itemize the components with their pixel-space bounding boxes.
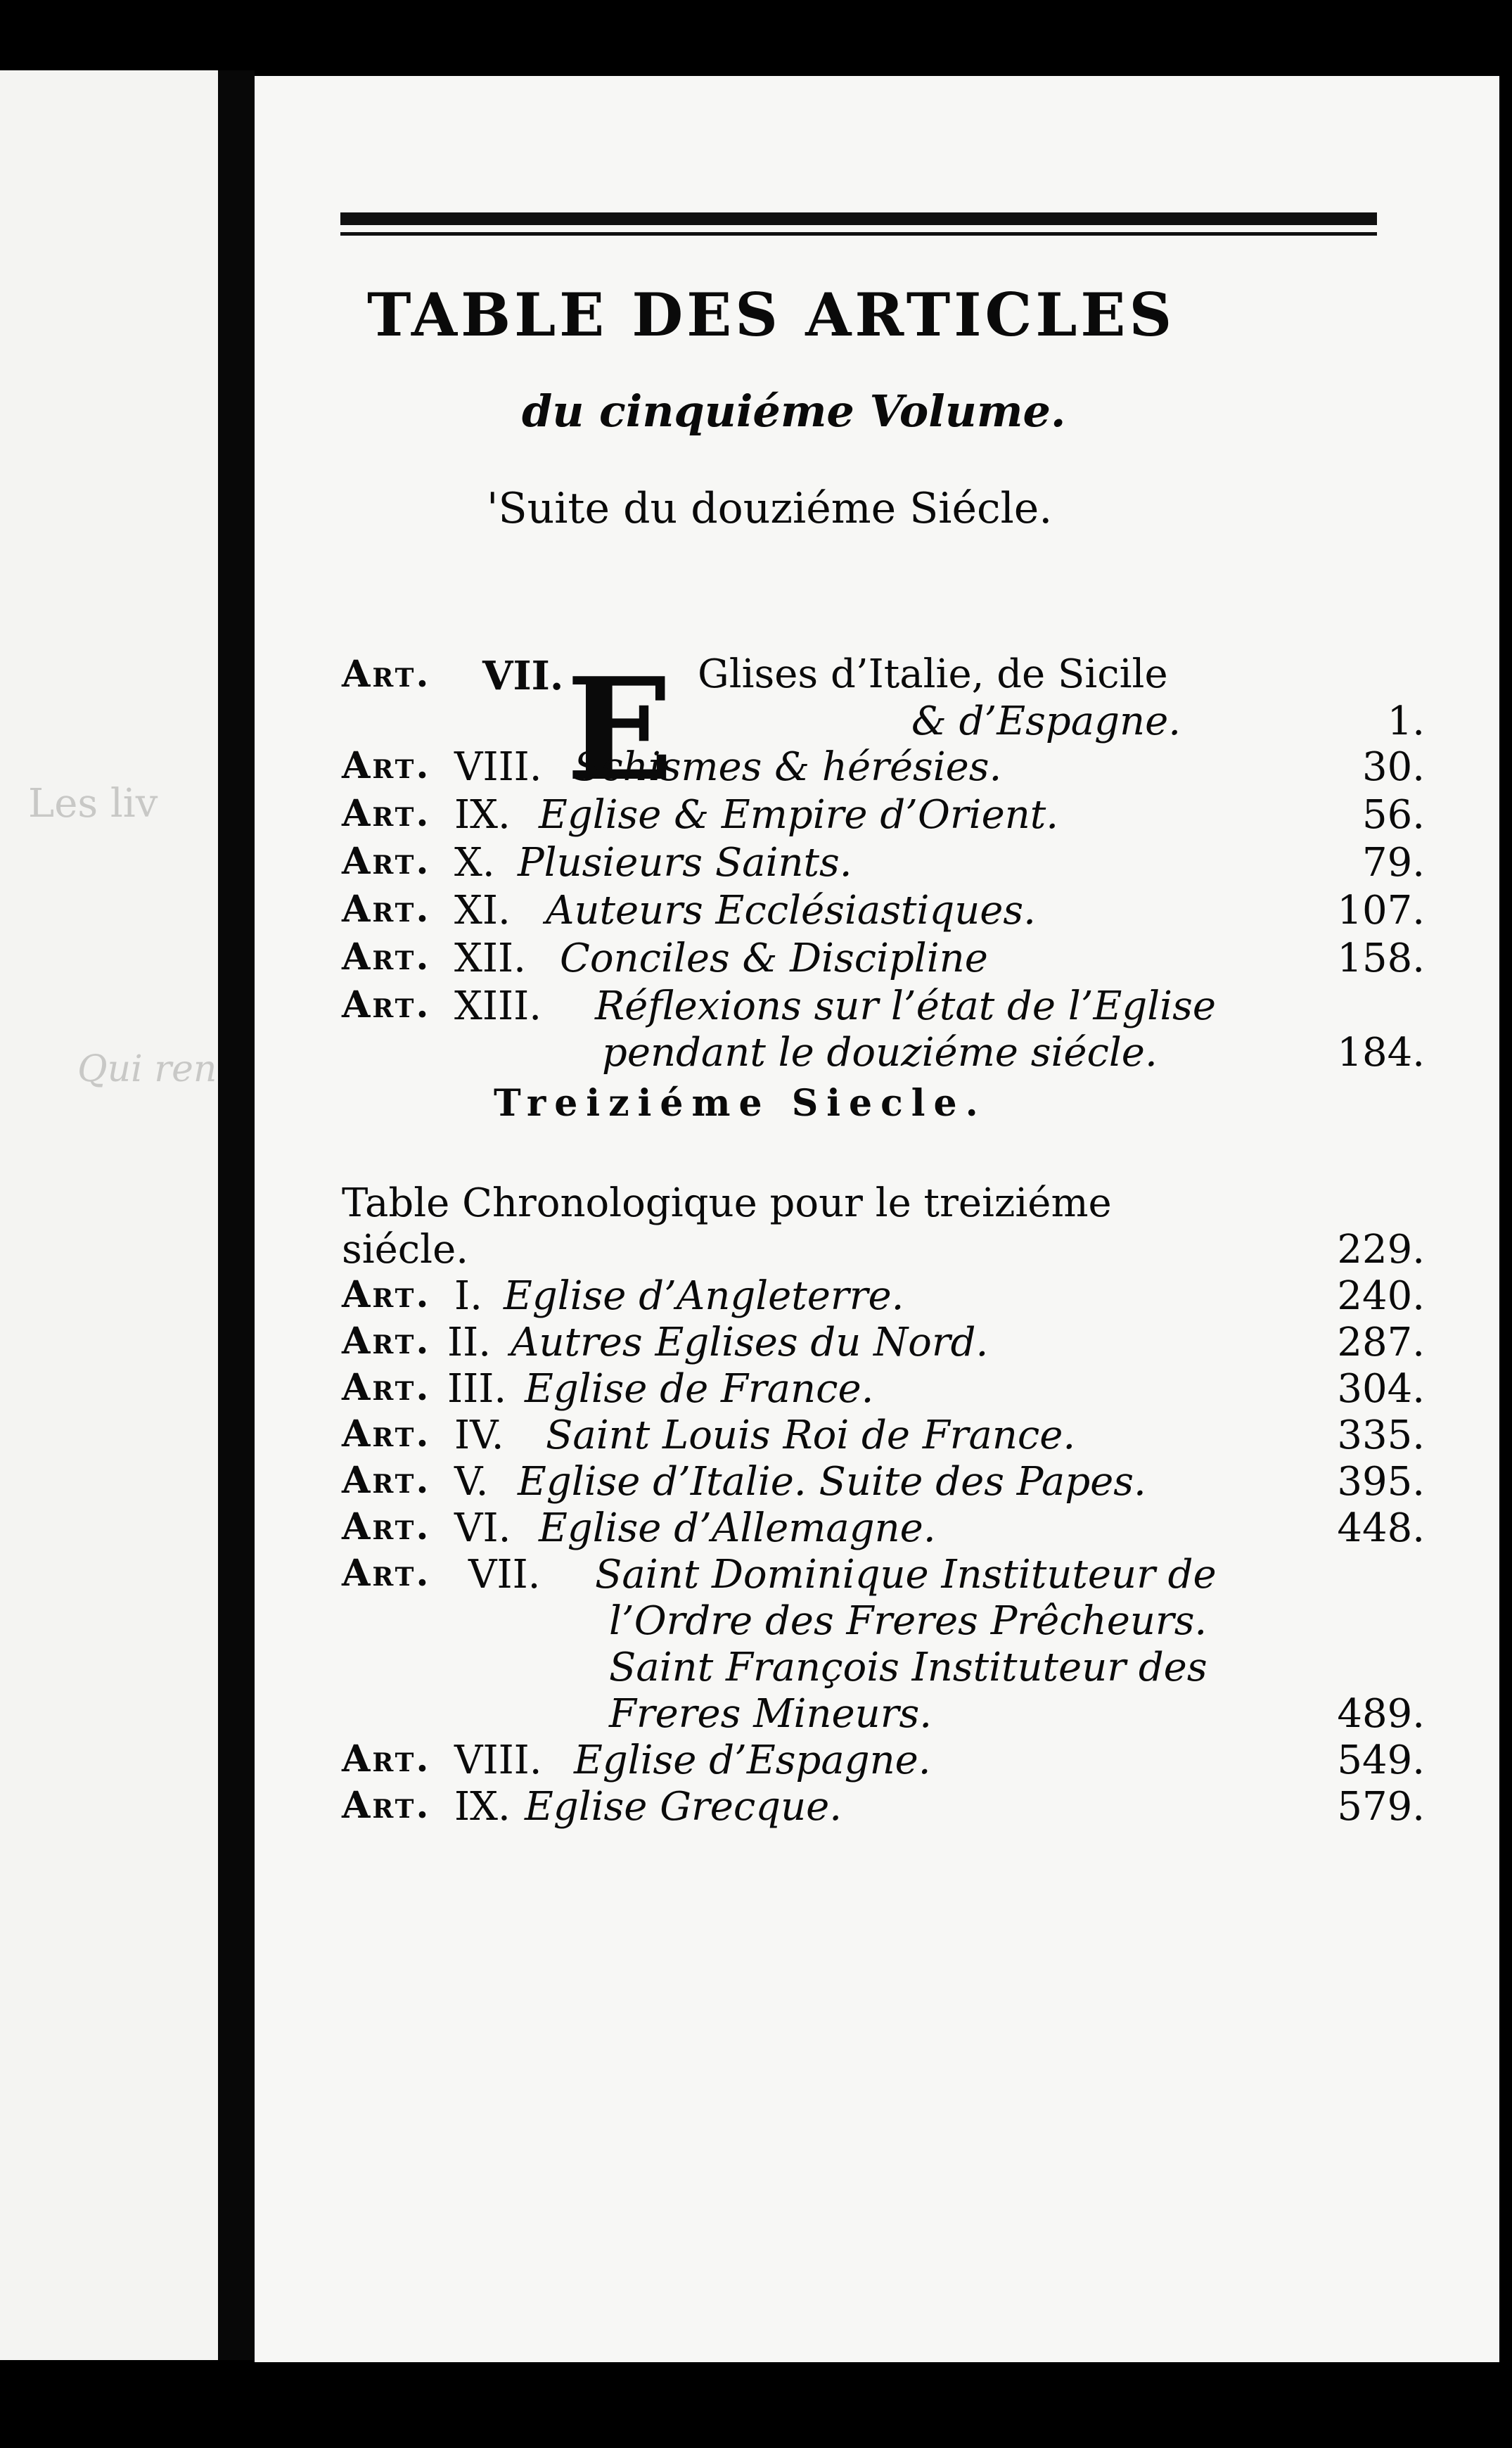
- page-number: 448.: [1337, 1505, 1425, 1551]
- toc-entry: [342, 983, 1425, 1033]
- article-label: Art.: [342, 840, 431, 883]
- page-number: 79.: [1362, 840, 1425, 886]
- article-description: Eglise d’Italie. Suite des Papes.: [518, 1459, 1146, 1505]
- left-page-fragment-2: Qui ren: [77, 1048, 217, 1090]
- page-number: 240.: [1337, 1273, 1425, 1319]
- article-number: XI.: [454, 888, 511, 933]
- article-description: pendant le douziéme siécle.: [602, 1030, 1158, 1076]
- article-number: V.: [454, 1459, 489, 1505]
- article-description: Freres Mineurs.: [609, 1691, 933, 1737]
- page-number: 304.: [1337, 1366, 1425, 1412]
- page-number: 56.: [1362, 792, 1425, 838]
- toc-entry: [342, 1413, 1425, 1462]
- toc-entry: [342, 1459, 1425, 1508]
- page-number: 1.: [1387, 699, 1425, 744]
- article-description: Saint François Instituteur des: [609, 1645, 1207, 1690]
- article-label: Art.: [342, 653, 431, 696]
- toc-entry: [342, 840, 1425, 889]
- article-number: III.: [447, 1366, 507, 1412]
- article-label: Art.: [342, 744, 431, 787]
- article-label: Art.: [342, 983, 431, 1026]
- article-description: Eglise & Empire d’Orient.: [539, 792, 1059, 838]
- page-title: TABLE DES ARTICLES: [367, 280, 1176, 350]
- article-label: Art.: [342, 1784, 431, 1827]
- article-description: Schismes & hérésies.: [574, 744, 1002, 790]
- article-description: Eglise de France.: [525, 1366, 874, 1412]
- article-number: IV.: [454, 1413, 504, 1458]
- article-label: Art.: [342, 1320, 431, 1363]
- toc-entry: [342, 1505, 1425, 1555]
- article-description: l’Ordre des Freres Prêcheurs.: [609, 1598, 1207, 1644]
- article-number: IX.: [454, 1784, 511, 1830]
- chronology-line-2: siécle.: [342, 1227, 469, 1273]
- article-label: Art.: [342, 1366, 431, 1409]
- article-number: X.: [454, 840, 495, 886]
- left-facing-page: [0, 70, 218, 2360]
- article-label: Art.: [342, 1505, 431, 1548]
- toc-entry-continuation: [342, 1030, 1425, 1079]
- toc-entry: [342, 744, 1425, 793]
- article-description: & d’Espagne.: [911, 699, 1181, 744]
- toc-entry-continuation: [342, 1598, 1425, 1647]
- toc-entry-continuation: [342, 1645, 1425, 1694]
- article-description: Eglise d’Angleterre.: [504, 1273, 904, 1319]
- article-label: Art.: [342, 888, 431, 931]
- article-number: VIII.: [454, 1738, 542, 1783]
- toc-entry-description: Glises d’Italie, de Sicile: [698, 651, 1168, 697]
- page-number: 549.: [1337, 1738, 1425, 1783]
- article-description: Autres Eglises du Nord.: [511, 1320, 989, 1365]
- left-page-fragment-1: Les liv: [28, 781, 158, 827]
- toc-entry: [342, 1320, 1425, 1369]
- article-description: Plusieurs Saints.: [518, 840, 852, 886]
- page-number: 184.: [1337, 1030, 1425, 1076]
- section-heading-12th-century: 'Suite du douziéme Siécle.: [487, 484, 1053, 533]
- header-rule-thick: [340, 212, 1377, 225]
- article-description: Eglise Grecque.: [525, 1784, 843, 1830]
- article-description: Auteurs Ecclésiastiques.: [546, 888, 1036, 933]
- article-label: Art.: [342, 1738, 431, 1780]
- chronology-line-1: Table Chronologique pour le treiziéme: [342, 1180, 1112, 1226]
- article-number: XIII.: [454, 983, 542, 1029]
- page-number: 30.: [1362, 744, 1425, 790]
- article-number: VIII.: [454, 744, 542, 790]
- article-label: Art.: [342, 1552, 431, 1595]
- article-number: XII.: [454, 936, 526, 981]
- page-number: 579.: [1337, 1784, 1425, 1830]
- article-number: VII.: [468, 1552, 541, 1598]
- toc-entry: [342, 1738, 1425, 1787]
- toc-entry: [342, 936, 1425, 985]
- article-description: Conciles & Discipline: [560, 936, 988, 981]
- chronology-page-number: 229.: [1337, 1227, 1425, 1273]
- article-number: I.: [454, 1273, 482, 1319]
- toc-entry: [342, 1784, 1425, 1833]
- page-number: 158.: [1337, 936, 1425, 981]
- article-label: Art.: [342, 1459, 431, 1502]
- header-rule-thin: [340, 232, 1377, 236]
- article-number: IX.: [454, 792, 511, 838]
- article-number: VI.: [454, 1505, 511, 1551]
- article-label: Art.: [342, 1273, 431, 1316]
- article-label: Art.: [342, 1413, 431, 1455]
- toc-entry-continuation: [342, 699, 1425, 748]
- article-number: II.: [447, 1320, 492, 1365]
- toc-entry: [342, 792, 1425, 841]
- toc-entry: [342, 1273, 1425, 1322]
- article-label: Art.: [342, 936, 431, 978]
- article-number: VII.: [482, 653, 564, 699]
- drop-cap: E: [566, 647, 674, 812]
- section-heading-13th-century: Treiziéme Siecle.: [494, 1082, 987, 1125]
- article-description: Saint Dominique Instituteur de: [595, 1552, 1217, 1598]
- page-number: 335.: [1337, 1413, 1425, 1458]
- article-description: Eglise d’Allemagne.: [539, 1505, 936, 1551]
- book-spine-gutter: [218, 70, 255, 2360]
- toc-entry: [342, 1366, 1425, 1415]
- article-description: Eglise d’Espagne.: [574, 1738, 931, 1783]
- toc-entry: [342, 888, 1425, 937]
- toc-entry: [342, 1552, 1425, 1601]
- article-label: Art.: [342, 792, 431, 835]
- page-number: 287.: [1337, 1320, 1425, 1365]
- page-number: 107.: [1337, 888, 1425, 933]
- page-number: 489.: [1337, 1691, 1425, 1737]
- page-number: 395.: [1337, 1459, 1425, 1505]
- right-page: [255, 76, 1499, 2362]
- article-description: Saint Louis Roi de France.: [546, 1413, 1076, 1458]
- toc-entry-continuation: [342, 1691, 1425, 1740]
- page-subtitle: du cinquiéme Volume.: [522, 385, 1066, 437]
- article-description: Réflexions sur l’état de l’Eglise: [595, 983, 1216, 1029]
